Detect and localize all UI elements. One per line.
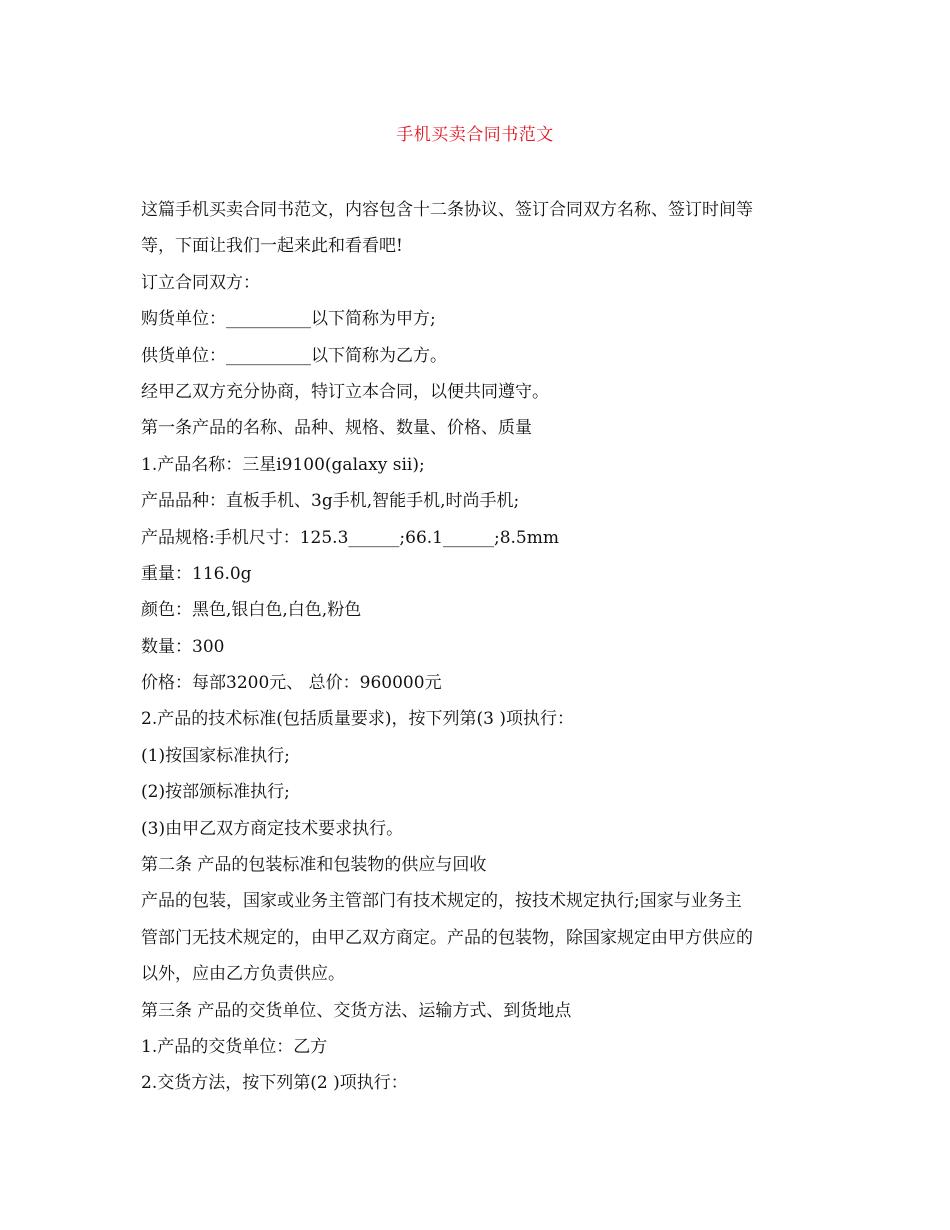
paragraph-line: 2.产品的技术标准(包括质量要求)，按下列第(3 )项执行： [141,709,574,730]
paragraph-line: 重量：116.0g [141,563,252,584]
paragraph-line: 数量：300 [141,636,225,657]
paragraph-line: 经甲乙双方充分协商，特订立本合同，以便共同遵守。 [141,381,549,402]
paragraph-line: 价格：每部3200元、 总价：960000元 [141,673,442,694]
paragraph-line: 2.交货方法，按下列第(2 )项执行： [141,1073,408,1094]
paragraph-line: (2)按部颁标准执行; [141,782,290,803]
paragraph-line: 1.产品的交货单位：乙方 [141,1036,328,1057]
document-body [141,192,821,1102]
section-heading: 第二条 产品的包装标准和包装物的供应与回收 [141,855,487,876]
document-title: 手机买卖合同书范文 [396,125,554,145]
paragraph-line: 等，下面让我们一起来此和看看吧! [141,236,403,257]
paragraph-line: 管部门无技术规定的，由甲乙双方商定。产品的包装物，除国家规定由甲方供应的 [141,927,753,948]
paragraph-line: 订立合同双方： [141,272,260,293]
paragraph-line: 产品品种：直板手机、3g手机,智能手机,时尚手机; [141,491,520,512]
paragraph-line: 颜色：黑色,银白色,白色,粉色 [141,600,362,621]
paragraph-line: 产品规格:手机尺寸：125.3______;66.1______;8.5mm [141,527,559,548]
paragraph-line: 产品的包装，国家或业务主管部门有技术规定的，按技术规定执行;国家与业务主 [141,891,742,912]
paragraph-line: 1.产品名称：三星i9100(galaxy sii); [141,454,425,475]
paragraph-line: (1)按国家标准执行; [141,745,290,766]
paragraph-line: 购货单位：__________以下简称为甲方; [141,309,436,330]
paragraph-line: (3)由甲乙双方商定技术要求执行。 [141,818,404,839]
paragraph-line: 这篇手机买卖合同书范文，内容包含十二条协议、签订合同双方名称、签订时间等 [141,200,753,220]
section-heading: 第三条 产品的交货单位、交货方法、运输方式、到货地点 [141,1000,572,1021]
section-heading: 第一条产品的名称、品种、规格、数量、价格、质量 [141,418,532,439]
paragraph-line: 以外，应由乙方负责供应。 [141,964,345,985]
paragraph-line: 供货单位：__________以下简称为乙方。 [141,345,447,366]
